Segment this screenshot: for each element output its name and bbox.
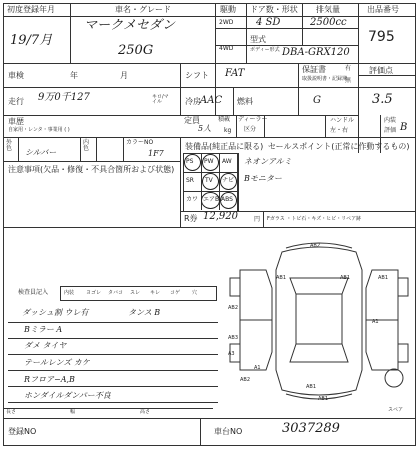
- interior-score-value: B: [400, 122, 408, 133]
- first-reg-value: 19/7月: [10, 33, 53, 48]
- equip-aw: AW: [222, 158, 232, 165]
- length-label: 長さ: [6, 409, 17, 415]
- divider: [3, 137, 416, 138]
- ruled-line: [8, 402, 218, 403]
- dealer-label: ディーラー: [238, 116, 268, 123]
- divider: [263, 211, 264, 227]
- ac-value: AAC: [200, 95, 223, 106]
- displacement-label: 排気量: [316, 5, 340, 14]
- ac-label: 冷房: [185, 97, 201, 106]
- damage-label-left-door: AB3: [228, 335, 239, 341]
- r-ticket-unit: 円: [254, 216, 261, 223]
- divider: [358, 75, 416, 76]
- inspector-option-dirt: ヨゴレ: [86, 290, 102, 296]
- capacity-label: 定員: [184, 116, 200, 125]
- score-label: 評価点: [369, 66, 393, 75]
- ruled-line: [8, 338, 218, 339]
- capacity-load: 積載: [218, 116, 231, 123]
- sales-point-1: ネオンアルミ: [244, 157, 292, 166]
- fuel-value: G: [313, 95, 321, 106]
- drive-4wd: 4WD: [219, 45, 234, 52]
- width-label: 幅: [70, 409, 76, 415]
- damage-label-rear-bumper: AB1: [318, 396, 329, 402]
- divider: [123, 137, 124, 161]
- model-value: DBA-GRX120: [282, 47, 350, 58]
- inspector-option-tobacco: タバコ: [108, 290, 123, 296]
- sales-point-2: Bモニター: [244, 174, 282, 183]
- inspector-note-3: Bミラー A: [24, 325, 63, 334]
- inspection-year-label: 年: [70, 71, 78, 80]
- drive-label: 駆動: [220, 5, 236, 14]
- glass-line: Fガラス ・トビ石・キズ・ヒビ・リペア跡: [267, 216, 362, 222]
- car-damage-diagram: [222, 230, 416, 408]
- history-label: 車歴: [8, 117, 24, 126]
- divider: [3, 16, 416, 17]
- auction-number-label: 出品番号: [367, 5, 399, 14]
- checked-mark-ps: [184, 154, 201, 171]
- auction-number: 795: [368, 29, 395, 45]
- fuel-label: 燃料: [237, 97, 253, 106]
- equip-pw: PW: [204, 158, 214, 165]
- inspector-note-4: ダメ タイヤ: [24, 341, 67, 350]
- displacement-value: 2500cc: [310, 17, 347, 28]
- divider: [298, 63, 299, 115]
- notes-title: 注意事項(欠品・修復・不具合箇所および状態): [8, 165, 175, 174]
- warranty-sub-label: 取扱説明書・記録簿: [302, 76, 348, 82]
- name-grade-label: 車名・グレード: [115, 5, 171, 14]
- inspector-note-2: タンス B: [128, 308, 161, 317]
- warranty-none: 無: [345, 77, 352, 84]
- divider: [3, 63, 416, 64]
- divider: [3, 227, 416, 228]
- chassis-no-value: 3037289: [282, 421, 340, 436]
- ruled-line: [8, 386, 218, 387]
- divider: [325, 115, 326, 137]
- divider: [302, 3, 303, 45]
- divider: [215, 45, 358, 46]
- equipment-title: 装備品(純正品に限る): [185, 142, 264, 151]
- shift-label: シフト: [185, 71, 209, 80]
- checked-mark-abs: [220, 192, 237, 209]
- r-ticket-label: R券: [184, 214, 198, 223]
- checked-mark-navi: [220, 173, 237, 190]
- inspector-option-tear: キレ: [150, 290, 160, 296]
- equip-leather: カワ: [186, 196, 199, 203]
- mileage-unit: キロ/マイル: [152, 94, 169, 105]
- height-label: 高さ: [140, 409, 151, 415]
- damage-label-front-left: AB1: [276, 275, 287, 281]
- divider: [96, 137, 97, 161]
- checked-mark-pw: [202, 154, 219, 171]
- color-no-label: カラーNO: [126, 139, 154, 146]
- inspector-title: 検査員記入: [18, 289, 49, 296]
- interior-sub: 評価: [384, 127, 397, 134]
- doors-label: ドア数・形状: [250, 5, 298, 14]
- inspector-option-burn: コゲ: [170, 290, 181, 296]
- equip-tv: TV: [205, 177, 213, 184]
- damage-label-rear: AB1: [306, 384, 317, 390]
- doors-value: 4 SD: [256, 17, 281, 28]
- warranty-has: 有: [345, 65, 352, 72]
- interior-label: 内装: [384, 117, 397, 124]
- inspection-month-label: 月: [120, 71, 128, 80]
- exterior-color-label: 外色: [6, 139, 13, 152]
- capacity-kg: kg: [224, 127, 232, 134]
- damage-label-right-side: A1: [372, 319, 379, 325]
- checked-mark-tv: [202, 173, 219, 190]
- damage-label-rear-left: AB2: [240, 377, 251, 383]
- equip-sr: SR: [186, 177, 194, 184]
- handle-value: 左・右: [330, 127, 349, 134]
- damage-label-left-rear: A1: [254, 365, 261, 371]
- grade: 250G: [118, 43, 154, 58]
- inspector-note-1: ダッシュ割 ウレ有: [22, 308, 89, 317]
- capacity-value: 5人: [198, 124, 212, 133]
- mileage-value: 9万0千127: [38, 92, 90, 103]
- divider: [215, 28, 358, 29]
- inspector-option-hole: 穴: [192, 290, 198, 296]
- mileage-label: 走行: [8, 97, 24, 106]
- exterior-color-value: シルバー: [25, 148, 57, 157]
- warranty-label: 保証書: [302, 65, 326, 74]
- history-options: 自家用・レンタ・事業用 ( ): [8, 127, 70, 133]
- divider: [233, 87, 234, 115]
- sales-points-title: セールスポイント(正常に作動するもの): [268, 142, 410, 151]
- inspector-note-6: Rフロア−A,B: [24, 375, 75, 384]
- damage-label-left-lower: A3: [228, 351, 235, 357]
- divider: [236, 115, 237, 137]
- first-reg-label: 初度登録年月: [7, 5, 55, 14]
- inspection-label: 車検: [8, 71, 24, 80]
- dealer-sub: 区分: [244, 126, 257, 133]
- inspector-note-5: テールレンズ カケ: [24, 358, 90, 367]
- color-no-value: 1F7: [148, 149, 164, 158]
- spare-label: スペア: [388, 407, 404, 413]
- divider: [18, 137, 19, 161]
- score-value: 3.5: [372, 92, 393, 107]
- model-label: 型式: [250, 35, 266, 44]
- interior-color-label: 内色: [83, 139, 90, 152]
- r-ticket-value: 12,920: [203, 211, 238, 222]
- divider: [3, 87, 416, 88]
- drive-2wd: 2WD: [219, 19, 234, 26]
- car-name: マークメセダン: [84, 18, 176, 33]
- equip-airbag: エアB: [203, 196, 220, 203]
- divider: [358, 3, 359, 153]
- divider: [3, 418, 416, 419]
- inspector-option-interior: 内装: [64, 290, 75, 296]
- reg-no-label: 登録NO: [8, 427, 37, 436]
- handle-label: ハンドル: [330, 117, 355, 124]
- checked-mark-airbag: [201, 192, 220, 209]
- inspector-note-7: ホンダイルダンパー不良: [24, 391, 111, 400]
- damage-label-right-front: AB1: [378, 275, 389, 281]
- divider: [70, 3, 71, 63]
- damage-label-left-side: AB2: [228, 305, 239, 311]
- ruled-line: [8, 370, 218, 371]
- damage-label-front: AB2: [310, 243, 321, 249]
- damage-label-front-right: AB1: [340, 275, 351, 281]
- ruled-line: [8, 322, 218, 323]
- chassis-no-label: 車台NO: [214, 427, 243, 436]
- divider: [3, 115, 358, 116]
- equip-abs: ABS: [221, 196, 233, 203]
- divider: [3, 408, 213, 409]
- equip-navi: ナビ: [222, 177, 235, 184]
- divider: [80, 137, 81, 161]
- ruled-line: [8, 354, 218, 355]
- divider: [3, 161, 180, 162]
- divider: [180, 63, 181, 115]
- model-sub-label: ボディー形式: [250, 47, 280, 53]
- divider: [200, 418, 201, 446]
- equip-ps: PS: [186, 158, 194, 165]
- shift-value: FAT: [225, 68, 245, 79]
- inspector-option-scuff: スレ: [130, 290, 141, 296]
- divider: [180, 137, 181, 227]
- divider: [246, 3, 247, 63]
